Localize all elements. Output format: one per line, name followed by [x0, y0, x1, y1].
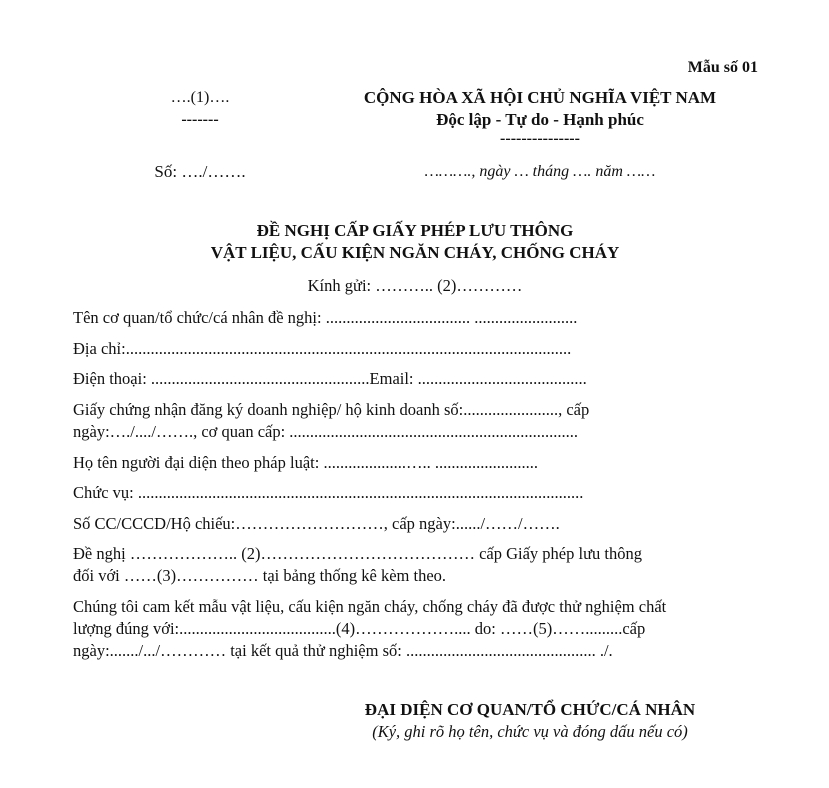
agency-placeholder: ….(1)…. [170, 89, 230, 106]
applicant-name-field: Tên cơ quan/tổ chức/cá nhân đề nghị: ................................... ......................... [73, 308, 578, 327]
address-field: Địa chỉ:............................................................................................................ [73, 339, 572, 358]
motto: Độc lập - Tự do - Hạnh phúc [436, 110, 644, 129]
document-title-line2: VẬT LIỆU, CẤU KIỆN NGĂN CHÁY, CHỐNG CHÁY [210, 243, 620, 262]
form-number: Mẫu số 01 [687, 59, 758, 76]
request-line2: đối với ……(3)…………… tại bảng thống kê kèm theo. [73, 566, 447, 585]
position-field: Chức vụ: ............................................................................................................ [73, 483, 584, 502]
business-certificate-field: Giấy chứng nhận đăng ký doanh nghiệp/ hộ kinh doanh số:......................., cấp [73, 400, 590, 419]
republic-heading: CỘNG HÒA XÃ HỘI CHỦ NGHĨA VIỆT NAM [363, 88, 717, 107]
id-number-field: Số CC/CCCD/Hộ chiếu:………………………, cấp ngày:....../……/……. [73, 514, 560, 533]
document-title-line1: ĐỀ NGHỊ CẤP GIẤY PHÉP LƯU THÔNG [256, 221, 574, 240]
request-line1: Đề nghị ……………….. (2)………………………………… cấp Giấy phép lưu thông [73, 544, 642, 563]
signature-title: ĐẠI DIỆN CƠ QUAN/TỔ CHỨC/CÁ NHÂN [364, 700, 696, 719]
legal-representative-field: Họ tên người đại diện theo pháp luật: ....................….. ......................... [73, 453, 538, 472]
date-line: ………., ngày … tháng …. năm …… [424, 163, 656, 180]
phone-email-field: Điện thoại: .....................................................Email: ......................................... [73, 369, 587, 388]
certificate-issue-field: ngày:…./..../……., cơ quan cấp: ...................................................................... [73, 422, 579, 441]
agency-rule: ------- [181, 111, 219, 128]
recipient-line: Kính gửi: ……….. (2)………… [307, 276, 523, 295]
document-number: Số: …./……. [154, 162, 246, 181]
signature-note: (Ký, ghi rõ họ tên, chức vụ và đóng dấu nếu có) [372, 722, 688, 741]
commitment-line3: ngày:......./.../………… tại kết quả thử nghiệm số: .............................................. ./. [73, 641, 613, 660]
commitment-line1: Chúng tôi cam kết mẫu vật liệu, cấu kiện ngăn cháy, chống cháy đã được thử nghiệm chất [73, 597, 667, 616]
motto-rule: --------------- [500, 130, 580, 147]
commitment-line2: lượng đúng với:......................................(4)……………….... do: ……(5)…….........cấp [73, 619, 646, 638]
